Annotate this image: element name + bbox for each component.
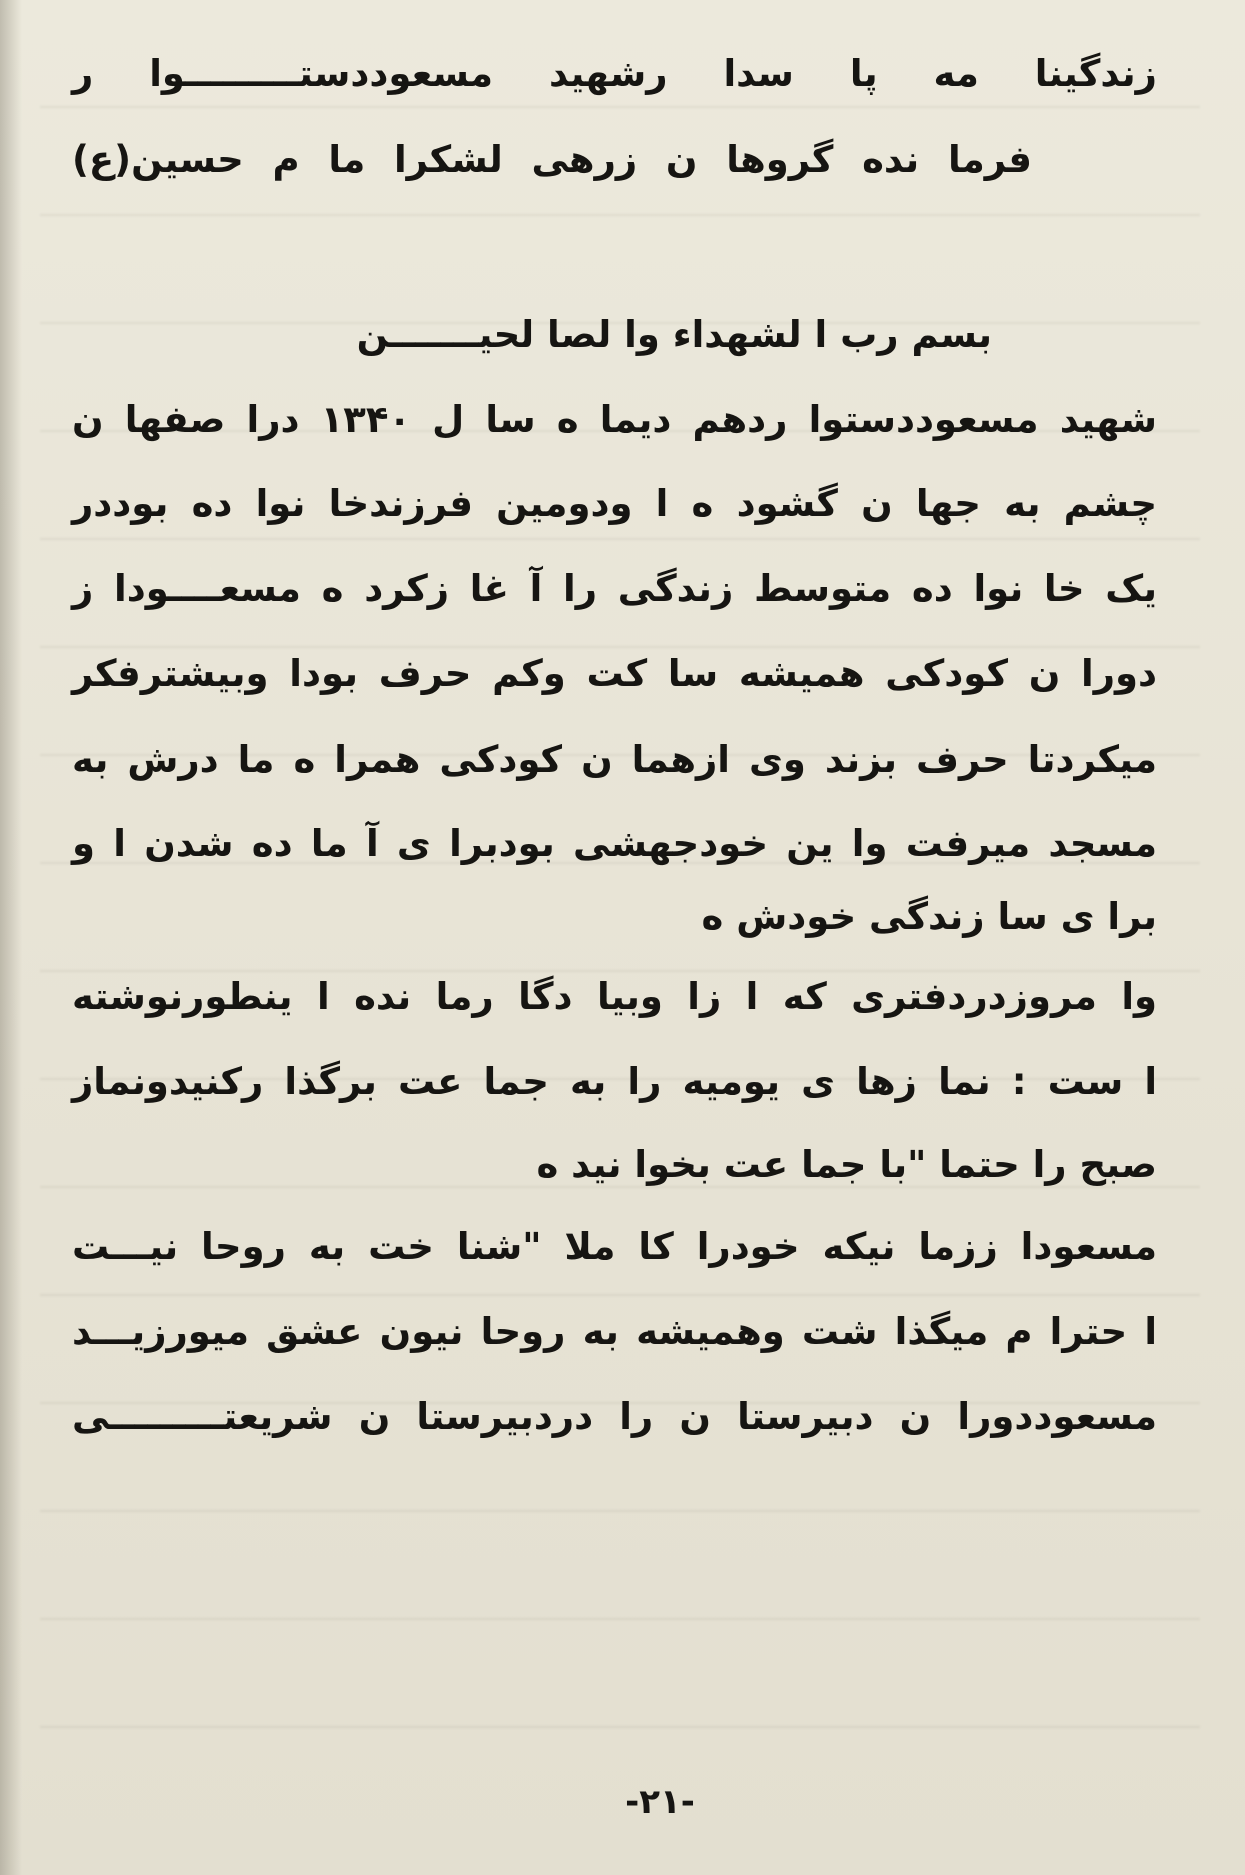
- paragraph-line-2: چشم به جها ن گشود ه ا ودومین فرزندخا نوا ده بوددر: [72, 482, 1157, 525]
- paragraph-line-5: میکردتا حرف بزند وی ازهما ن کودکی همرا ه ما درش به: [72, 738, 1157, 781]
- paragraph-line-13: مسعوددورا ن دبیرستا ن را دردبیرستا ن شریعتـــــــــی: [72, 1395, 1157, 1438]
- paragraph-line-11: مسعودا ززما نیکه خودرا کا ملا "شنا خت به روحا نیـــت: [72, 1225, 1157, 1268]
- paragraph-line-7: برا ی سا زندگی خودش ه: [701, 895, 1157, 938]
- paragraph-line-8: وا مروزدردفتری که ا زا وبیا دگا رما نده ا ینطورنوشته: [72, 975, 1157, 1018]
- page-number: -۲۱-: [625, 1782, 695, 1822]
- header-line-1: زندگینا مه پا سدا رشهید مسعوددستـــــــــوا ر: [72, 52, 1157, 95]
- paragraph-line-12: ا حترا م میگذا شت وهمیشه به روحا نیون عشق میورزیـــد: [72, 1310, 1157, 1353]
- paragraph-line-4: دورا ن کودکی همیشه سا کت وکم حرف بودا وبیشترفکر: [72, 652, 1157, 695]
- page-edge-shadow: [0, 0, 22, 1875]
- paragraph-line-6: مسجد میرفت وا ین خودجهشی بودبرا ی آ ما ده شدن ا و: [72, 822, 1157, 865]
- paragraph-line-3: یک خا نوا ده متوسط زندگی را آ غا زکرد ه مسعــــودا ز: [72, 567, 1157, 610]
- page-heading: بسم رب ا لشهداء وا لصا لحیـــــــن: [356, 313, 992, 356]
- page-text-block: [72, 0, 1157, 1875]
- paragraph-line-10: صبح را حتما "با جما عت بخوا نید ه: [536, 1143, 1157, 1186]
- paragraph-line-9: ا ست : نما زها ی یومیه را به جما عت برگذا رکنیدونماز: [72, 1060, 1157, 1103]
- paragraph-line-1: شهید مسعوددستوا ردهم دیما ه سا ل ۱۳۴۰ درا صفها ن: [72, 398, 1157, 441]
- header-line-2: فرما نده گروها ن زرهی لشکرا ما م حسین(ع): [72, 138, 1032, 181]
